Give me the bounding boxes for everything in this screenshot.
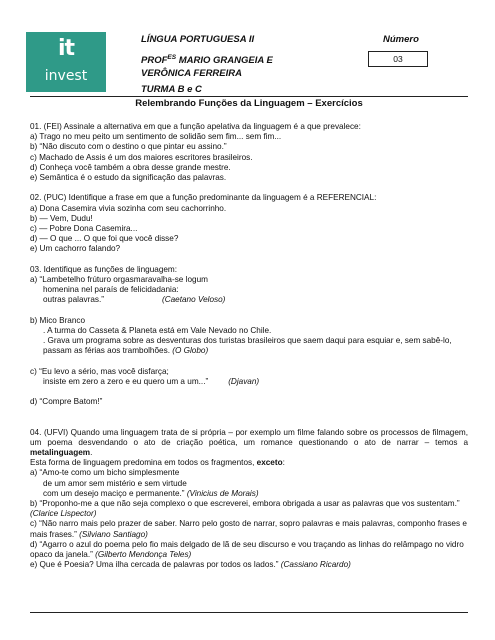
logo-mark: it xyxy=(57,36,75,61)
number-box: 03 xyxy=(368,51,428,67)
q1-option-d: d) Conheça você também a obra desse grande mestre. xyxy=(30,162,231,172)
teacher-name: VERÔNICA FERREIRA xyxy=(141,68,242,79)
q2-option-c: c) — Pobre Dona Casemira... xyxy=(30,223,138,233)
q4-a-line1: a) “Amo-te como um bicho simplesmente xyxy=(30,468,180,478)
q2-option-b: b) — Vem, Dudu! xyxy=(30,213,93,223)
header-divider xyxy=(30,96,468,97)
q4-stem: 04. (UFVI) Quando uma linguagem trata de si própria – por exemplo um filme falando sobre os processos de filmagem, um poema desvendando o ato de criação poética, um romance questionando o ato de narrar – temos a metalinguagem. xyxy=(30,427,468,458)
q4-a-source: (Vinicius de Morais) xyxy=(186,488,259,498)
footer-divider xyxy=(30,612,468,613)
q3-a-line2: homenina nel paraís de felicidadania: xyxy=(43,285,179,294)
q3-b-line3: . Grava um programa sobre as desventuras dos turistas brasileiros que saem daqui para esquiar e, sem sabê-lo, passam as férias aos trambolhões. (O Globo) xyxy=(43,335,452,356)
q3-c-source: (Djavan) xyxy=(228,376,260,386)
q4-c-source: (Silviano Santiago) xyxy=(79,529,148,539)
q4-stem-2: Esta forma de linguagem predomina em todos os fragmentos, exceto: xyxy=(30,458,285,468)
q3-b-line1: b) Mico Branco xyxy=(30,315,86,325)
q2-option-e: e) Um cachorro falando? xyxy=(30,244,121,254)
q2-option-a: a) Dona Casemira vivia sozinha com seu cachorrinho. xyxy=(30,203,227,213)
class-name: TURMA B e C xyxy=(141,84,202,95)
number-label: Número xyxy=(383,34,419,45)
exercise-title: Relembrando Funções da Linguagem – Exercícios xyxy=(135,98,363,109)
q4-option-b: b) “Proponho-me a que não seja complexo o que escreverei, embora obrigada a usar as palavras que vos sustentam.” (Clarice Lispector) xyxy=(30,499,460,519)
q3-d-line1: d) “Compre Batom!” xyxy=(30,397,103,407)
q1-option-e: e) Semântica é o estudo da significação das palavras. xyxy=(30,172,227,182)
professors-line: $PROF^{ES}$ MARIO GRANGEIA E xyxy=(141,54,273,67)
q1-option-a: a) Trago no meu peito um sentimento de solidão sem fim... sem fim... xyxy=(30,132,282,142)
q1-option-b: b) “Não discuto com o destino o que pintar eu assino.” xyxy=(30,142,227,152)
q4-option-c: c) “Não narro mais pelo prazer de saber. Narro pelo gosto de narrar, sopro palavras e mais palavras, componho frases e mais frases.” (Silviano Santiago) xyxy=(30,519,467,539)
q3-stem: 03. Identifique as funções de linguagem: xyxy=(30,264,178,274)
q1-stem: 01. (FEI) Assinale a alternativa em que a função apelativa da linguagem é a que prevalece: xyxy=(30,122,361,131)
q4-e-source: (Cassiano Ricardo) xyxy=(280,560,351,570)
q4-option-d: d) “Agarro o azul do poema pelo fio mais delgado de lã de seu discurso e vou traçando as linhas do relâmpago no vidro opaco da janela.” (Gilberto Mendonça Teles) xyxy=(30,539,464,560)
q3-a-line3: outras palavras.” (Caetano Veloso) xyxy=(43,295,226,305)
q2-stem: 02. (PUC) Identifique a frase em que a função predominante da linguagem é a REFERENCIAL: xyxy=(30,193,377,203)
q4-a-line3: com um desejo maciço e permanente.” (Vinicius de Morais) xyxy=(43,488,259,498)
q3-a-source: (Caetano Veloso) xyxy=(161,295,226,305)
exercise-body xyxy=(30,122,468,570)
q3-a-line1: a) “Lambetelho frúturo orgasmaravalha-se logum xyxy=(30,274,208,284)
q3-c-line1: c) “Eu levo a sério, mas você disfarça; xyxy=(30,366,169,376)
invest-logo xyxy=(26,32,106,92)
q2-option-d: d) — O que ... O que foi que você disse? xyxy=(30,234,179,244)
q4-d-source: (Gilberto Mendonça Teles) xyxy=(95,550,192,560)
q3-b-source: (O Globo) xyxy=(172,346,209,356)
q3-c-line2: insiste em zero a zero e eu quero um a um...” (Djavan) xyxy=(43,376,260,386)
q4-option-e: e) Que é Poesia? Uma ilha cercada de palavras por todos os lados.” (Cassiano Ricardo) xyxy=(30,560,351,570)
q1-option-c: c) Machado de Assis é um dos maiores escritores brasileiros. xyxy=(30,152,253,162)
q4-b-source: (Clarice Lispector) xyxy=(30,509,97,519)
logo-wordmark: invest xyxy=(44,68,88,84)
course-title: LÍNGUA PORTUGUESA II xyxy=(141,34,255,45)
q4-a-line2: de um amor sem mistério e sem virtude xyxy=(43,478,187,488)
q3-b-line2: . A turma do Casseta & Planeta está em Vale Nevado no Chile. xyxy=(43,325,272,335)
